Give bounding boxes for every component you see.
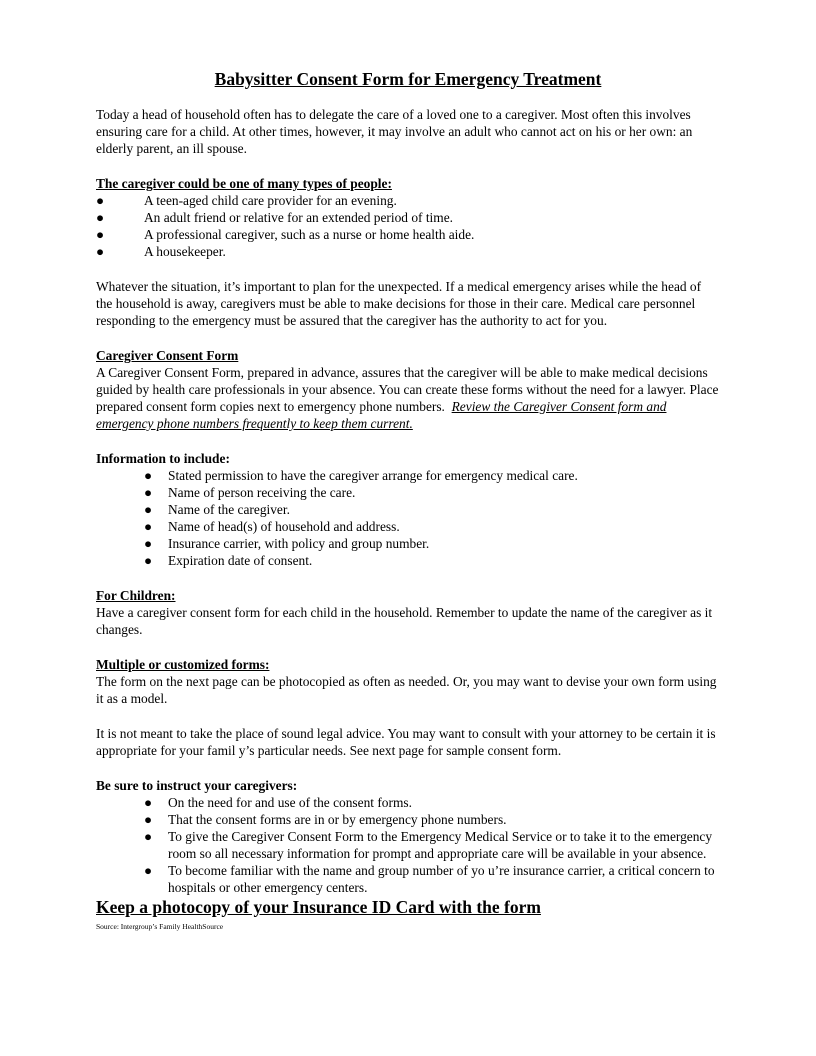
bullet-icon: ● [144,485,153,500]
list-item: ● Name of person receiving the care. [144,485,356,500]
list-item: ● To give the Caregiver Consent Form to the Emergency Medical Service or to take it to the emergency room so all necessary information for prompt and appropriate care will be available in your absence. [144,829,713,861]
list-item: ● Expiration date of consent. [144,553,313,568]
bullet-icon: ● [96,244,105,259]
info-list [96,467,720,569]
intro-paragraph: Today a head of household often has to delegate the care of a loved one to a caregiver. Most often this involves ensuring care for a child. At other times, however, it may involve an adult who cannot act on his or her own: an elderly parent, an ill spouse. [96,107,693,156]
legal-paragraph: It is not meant to take the place of sound legal advice. You may want to consult with your attorney to be certain it is appropriate for your famil y’s particular needs. See next page for sample consent form. [96,726,716,758]
bullet-icon: ● [144,519,153,534]
source-note: Source: Intergroup’s Family HealthSource [96,922,224,931]
document-title: Babysitter Consent Form for Emergency Treatment [214,69,602,89]
children-paragraph: Have a caregiver consent form for each child in the household. Remember to update the name of the caregiver as it changes. [96,605,713,637]
bullet-icon: ● [144,795,153,810]
bullet-icon: ● [144,468,153,483]
list-item: ● An adult friend or relative for an extended period of time. [96,210,453,225]
bullet-icon: ● [144,536,153,551]
children-heading: For Children: [96,588,176,603]
bullet-icon: ● [96,193,105,208]
multiple-paragraph: The form on the next page can be photocopied as often as needed. Or, you may want to devise your own form using it as a model. [96,674,717,706]
types-heading: The caregiver could be one of many types of people: [96,176,392,191]
list-item: ● Stated permission to have the caregiver arrange for emergency medical care. [144,468,578,483]
list-item: ● Name of the caregiver. [144,502,290,517]
photocopy-note: Keep a photocopy of your Insurance ID Card with the form [96,897,541,917]
bullet-icon: ● [96,227,105,242]
list-item: ● That the consent forms are in or by emergency phone numbers. [144,812,507,827]
bullet-icon: ● [96,210,105,225]
instruct-heading: Be sure to instruct your caregivers: [96,778,298,793]
bullet-icon: ● [144,502,153,517]
list-item: ● A teen-aged child care provider for an evening. [96,193,397,208]
situation-paragraph: Whatever the situation, it’s important to plan for the unexpected. If a medical emergency arises while the head of the household is away, caregivers must be able to make decisions for those in their care. Medical care personnel responding to the emergency must be assured that the caregiver has the authority to act for you. [96,279,702,328]
consent-paragraph: A Caregiver Consent Form, prepared in advance, assures that the caregiver will be able to make medical decisions guided by health care professionals in your absence. You can create these forms without the need for a lawyer. Place prepared consent form copies next to emergency phone numbers. Review the Caregiver Consent form and emergency phone numbers frequently to keep them current. [96,365,719,431]
info-heading: Information to include: [96,451,230,466]
list-item: ● A professional caregiver, such as a nurse or home health aide. [96,227,475,242]
list-item: ● To become familiar with the name and group number of yo u’re insurance carrier, a critical concern to hospitals or other emergency centers. [144,863,715,895]
list-item: ● On the need for and use of the consent forms. [144,795,412,810]
list-item: ● A housekeeper. [96,244,226,259]
document-page [96,68,720,932]
list-item: ● Insurance carrier, with policy and group number. [144,536,430,551]
bullet-icon: ● [144,553,153,568]
bullet-icon: ● [144,863,153,878]
multiple-heading: Multiple or customized forms: [96,657,270,672]
bullet-icon: ● [144,829,153,844]
consent-heading: Caregiver Consent Form [96,348,239,363]
instruct-list [96,794,720,896]
types-list [96,192,720,260]
list-item: ● Name of head(s) of household and address. [144,519,400,534]
consent-review-note: Review the Caregiver Consent form and emergency phone numbers frequently to keep them current. [96,399,667,431]
bullet-icon: ● [144,812,153,827]
